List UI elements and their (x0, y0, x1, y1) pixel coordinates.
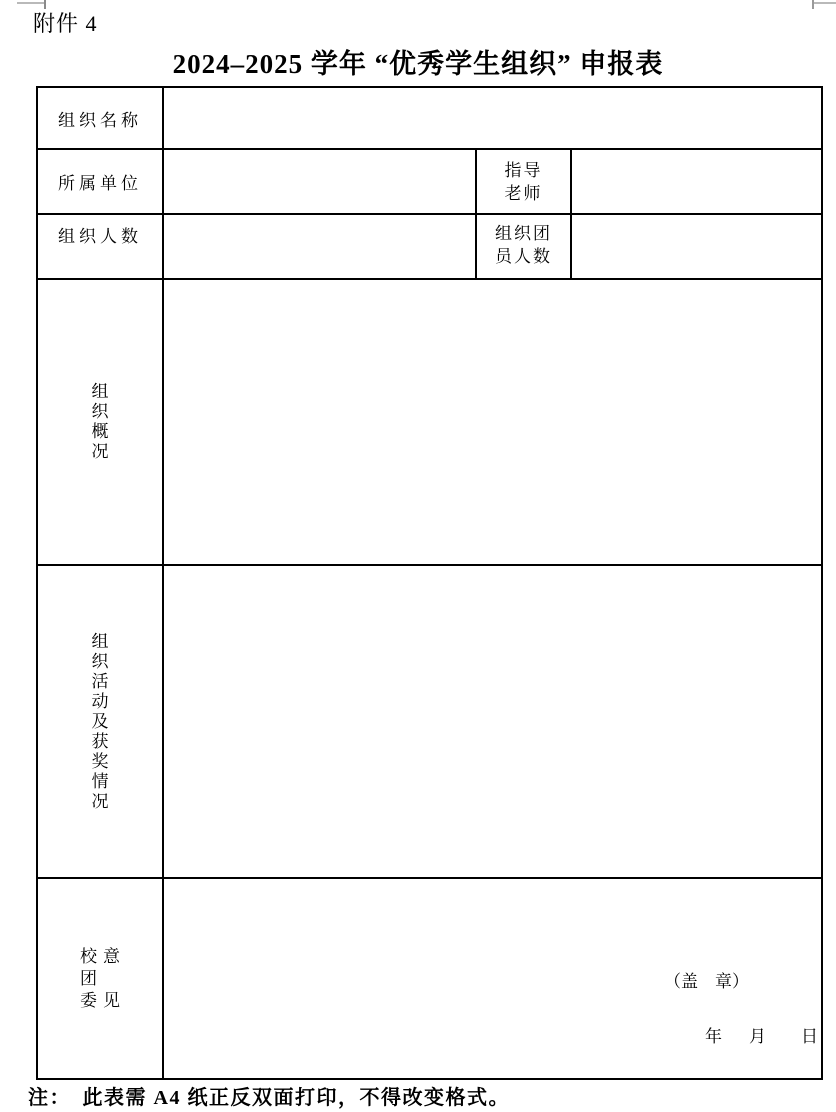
committee-opinion-field[interactable] (163, 878, 822, 1079)
league-member-count-label (476, 214, 571, 279)
date-month-label: 月 (749, 1027, 766, 1046)
activities-label (37, 565, 163, 878)
advisor-field[interactable] (571, 149, 822, 214)
stamp-placeholder: （盖 章） (664, 972, 749, 991)
date-day-label: 日 (801, 1027, 818, 1046)
member-count-label: 组织人数 (37, 214, 163, 279)
row-activities-awards (37, 565, 822, 878)
committee-label-col1: 校团委 (80, 946, 97, 1010)
row-unit-advisor (37, 149, 822, 214)
league-member-label-line2: 员人数 (495, 247, 552, 266)
activities-label-text: 组织活动及获奖情况 (91, 631, 109, 811)
advisor-label-line2: 老师 (504, 183, 543, 203)
unit-label: 所属单位 (37, 149, 163, 214)
attachment-label: 附件 4 (33, 11, 98, 36)
advisor-label (476, 149, 571, 214)
org-name-field[interactable] (163, 87, 822, 149)
row-member-counts (37, 214, 822, 279)
overview-field[interactable] (163, 279, 822, 565)
committee-label-col2-top: 意 (103, 946, 124, 966)
application-form-table (36, 86, 823, 1080)
overview-label (37, 279, 163, 565)
row-org-name (37, 87, 822, 149)
page-title: 2024–2025 学年 “优秀学生组织” 申报表 (172, 49, 664, 79)
date-year-label: 年 (705, 1027, 722, 1046)
row-overview (37, 279, 822, 565)
activities-field[interactable] (163, 565, 822, 878)
league-member-label-line1: 组织团 (495, 224, 552, 243)
committee-label-col2-bottom: 见 (103, 990, 124, 1010)
text-boundary-mark-top-left-h (17, 2, 46, 4)
row-committee-opinion (37, 878, 822, 1079)
advisor-label-line1: 指导 (504, 160, 543, 180)
org-name-label: 组织名称 (37, 87, 163, 149)
text-boundary-mark-top-right-h (814, 2, 836, 4)
date-placeholder (705, 1022, 818, 1047)
footer-note: 注： 此表需 A4 纸正反双面打印，不得改变格式。 (28, 1087, 510, 1109)
league-member-count-field[interactable] (571, 214, 822, 279)
committee-label-col2 (103, 946, 124, 1012)
overview-label-text: 组织概况 (91, 382, 109, 461)
member-count-field[interactable] (163, 214, 476, 279)
committee-opinion-label (37, 878, 163, 1079)
unit-field[interactable] (163, 149, 476, 214)
